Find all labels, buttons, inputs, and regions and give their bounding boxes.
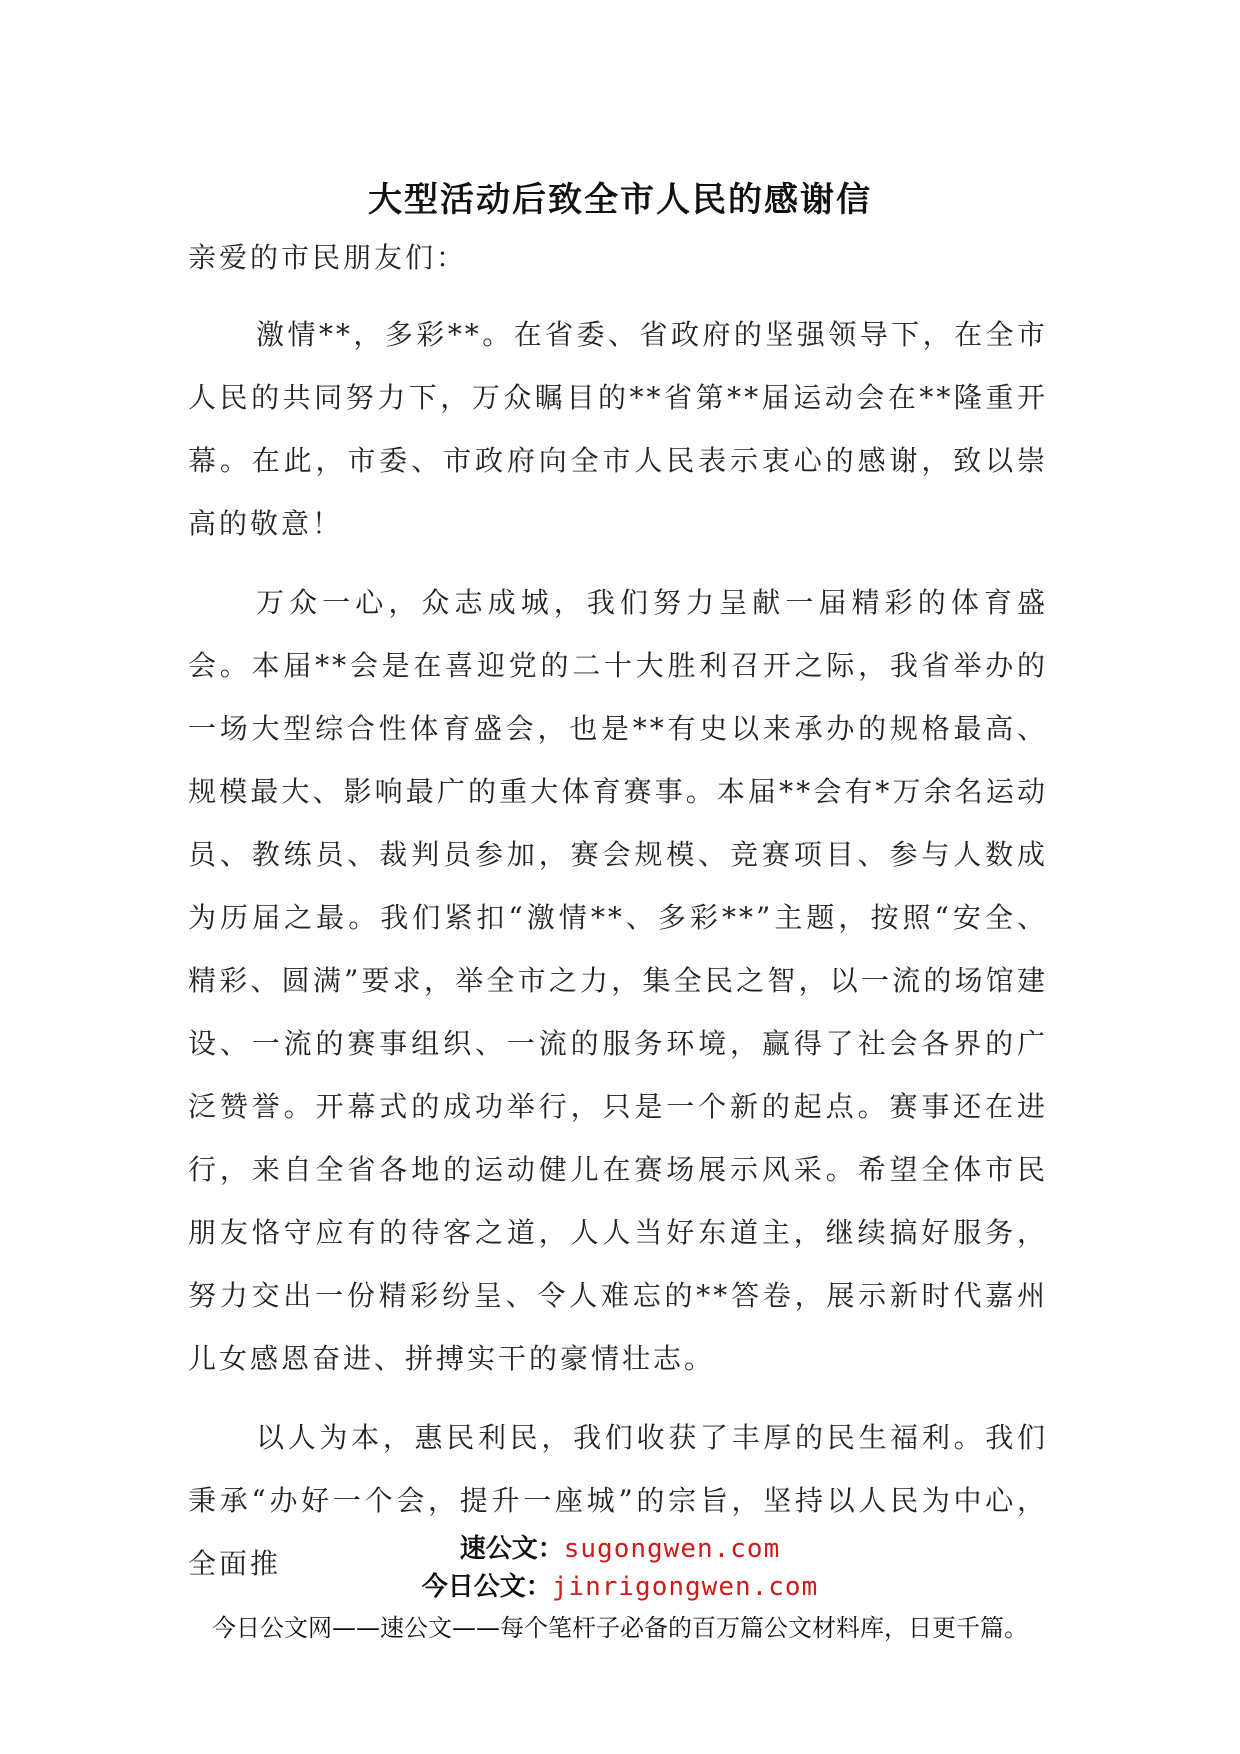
footer-link-jinrigongwen[interactable]: jinrigongwen.com [551,1572,819,1602]
footer-watermark [0,1530,1240,1648]
document-title: 大型活动后致全市人民的感谢信 [368,180,872,220]
footer-link-sugongwen[interactable]: sugongwen.com [563,1534,781,1564]
paragraph-2: 万众一心，众志成城，我们努力呈献一届精彩的体育盛会。本届**会是在喜迎党的二十大胜利召开之际，我省举办的一场大型综合性体育盛会，也是**有史以来承办的规格最高、规模最大、影响最广的重大体育赛事。本届**会有*万余名运动员、教练员、裁判员参加，赛会规模、竞赛项目、参与人数成为历届之最。我们紧扣“激情**、多彩**”主题，按照“安全、精彩、圆满”要求，举全市之力，集全民之智，以一流的场馆建设、一流的赛事组织、一流的服务环境，赢得了社会各界的广泛赞誉。开幕式的成功举行，只是一个新的起点。赛事还在进行，来自全省各地的运动健儿在赛场展示风采。希望全体市民朋友恪守应有的待客之道，人人当好东道主，继续搞好服务，努力交出一份精彩纷呈、令人难忘的**答卷，展示新时代嘉州儿女感恩奋进、拼搏实干的豪情壮志。 [188,586,1048,1375]
footer-label-sugongwen: 速公文： [459,1534,564,1564]
footer-line-sugongwen [0,1530,1240,1568]
letter-body [188,226,1048,1595]
footer-label-jinrigongwen: 今日公文： [421,1572,552,1602]
salutation: 亲爱的市民朋友们： [188,241,468,274]
paragraph-1: 激情**，多彩**。在省委、省政府的坚强领导下，在全市人民的共同努力下，万众瞩目的**省第**届运动会在**隆重开幕。在此，市委、市政府向全市人民表示衷心的感谢，致以崇高的敬意！ [188,318,1048,540]
paragraph-3: 以人为本，惠民利民，我们收获了丰厚的民生福利。我们秉承“办好一个会，提升一座城”的宗旨，坚持以人民为中心，全面推 [188,1421,1048,1580]
footer-line-jinrigongwen [0,1568,1240,1606]
footer-slogan: 今日公文网——速公文——每个笔杆子必备的百万篇公文材料库，日更千篇。 [212,1614,1028,1642]
